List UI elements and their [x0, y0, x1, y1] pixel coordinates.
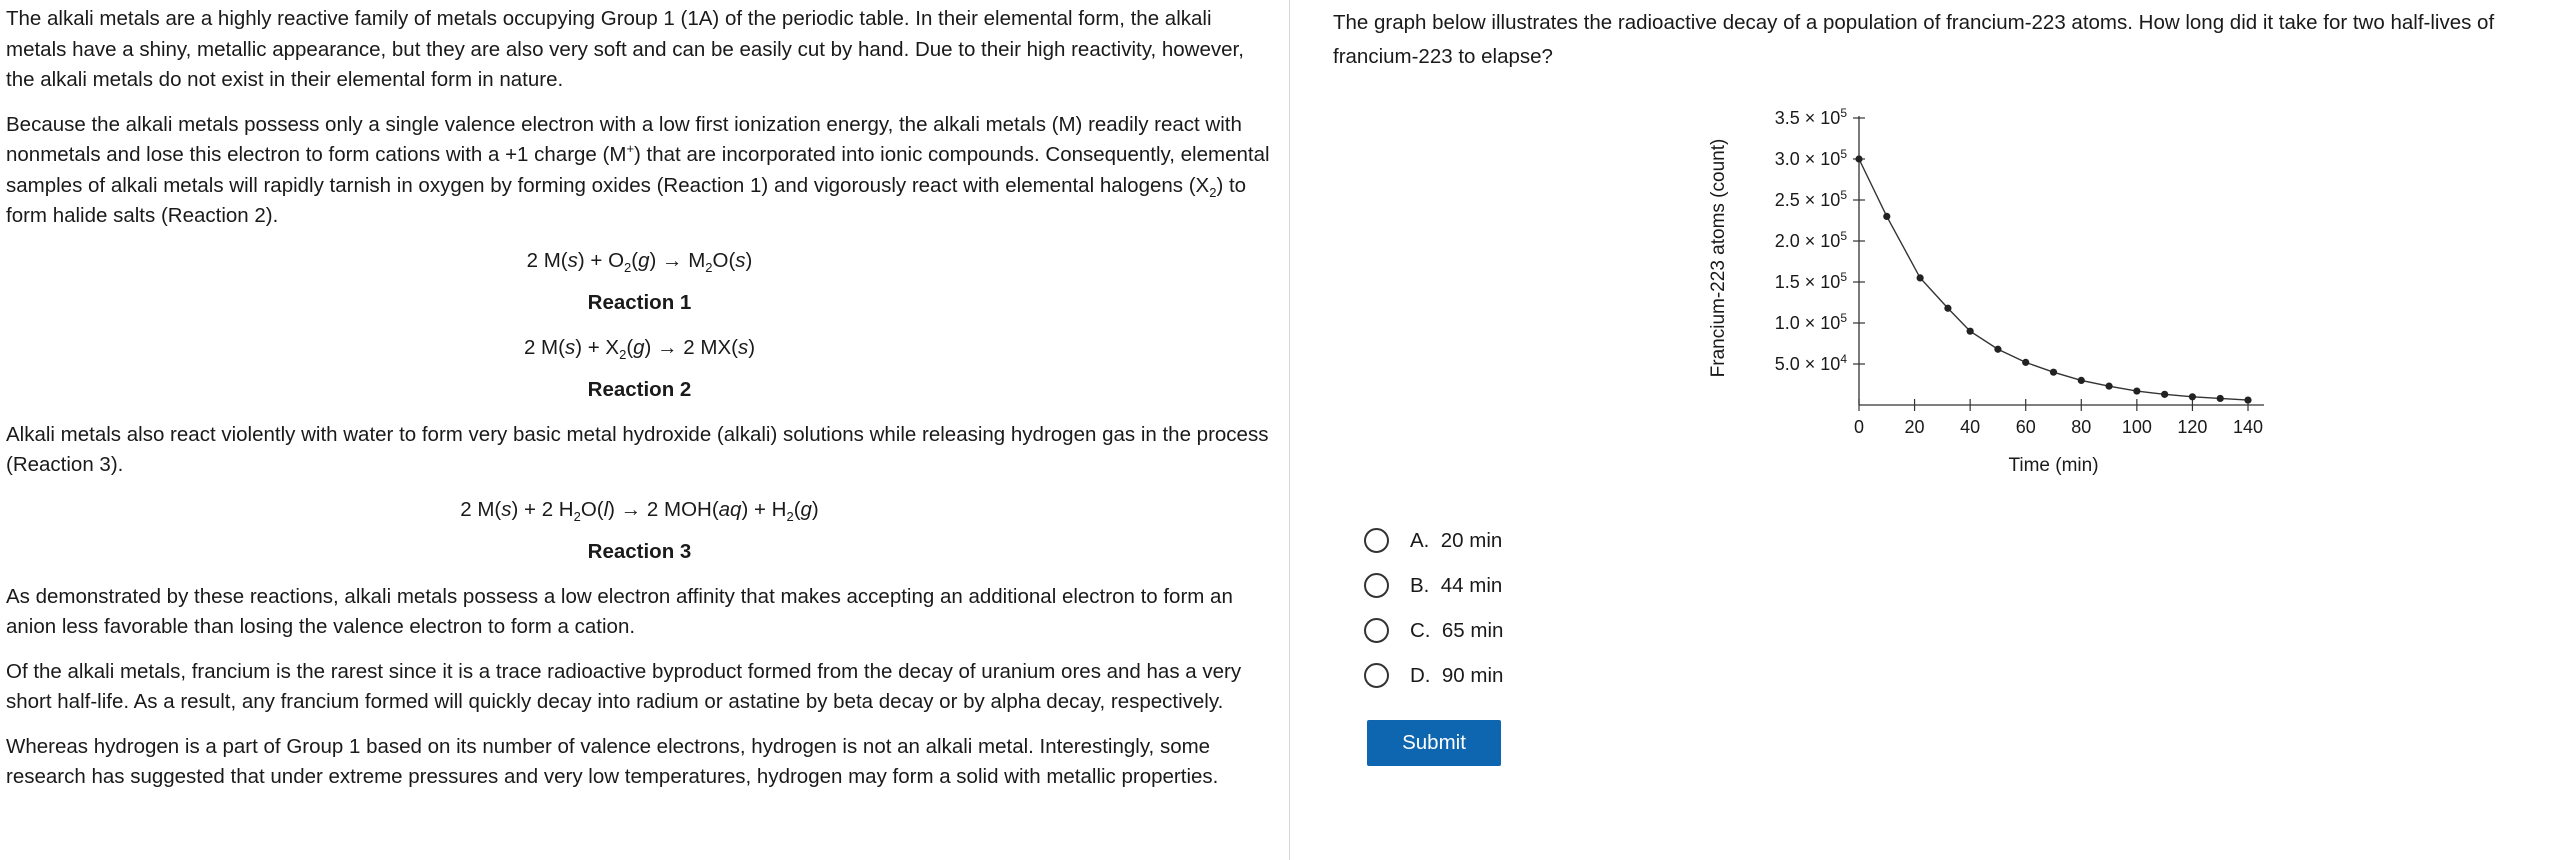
y-tick-label: $5.0 \times 10^4$: [1774, 352, 1847, 374]
answer-choice-label: C. 65 min: [1410, 618, 1504, 642]
y-tick-label: $1.5 \times 10^5$: [1774, 270, 1847, 292]
radio-button[interactable]: [1364, 528, 1389, 553]
x-tick-label: 80: [2071, 417, 2092, 437]
reaction-1-label: Reaction 1: [587, 291, 692, 314]
passage-paragraph-2: [6, 110, 1273, 232]
y-tick-label: $3.5 \times 10^5$: [1774, 106, 1847, 128]
answer-choices: [1364, 518, 1503, 698]
reaction-2-label: Reaction 2: [587, 378, 692, 401]
reaction-3-label: Reaction 3: [587, 540, 692, 563]
question-pane: [1291, 0, 2555, 860]
data-point: [2161, 391, 2168, 398]
data-point: [2217, 395, 2224, 402]
passage-paragraph-3: Alkali metals also react violently with water to form very basic metal hydroxide (alkali) solutions while releasing hydrogen gas in the process (Reaction 3).: [6, 422, 1269, 476]
x-tick-label: 40: [1960, 417, 1981, 437]
passage-paragraph-4: As demonstrated by these reactions, alkali metals possess a low electron affinity that makes accepting an additional electron to form an anion less favorable than losing the valence electron to form a cation.: [6, 584, 1233, 638]
data-point: [2050, 369, 2057, 376]
submit-button[interactable]: Submit: [1367, 720, 1501, 766]
answer-choice-a[interactable]: [1364, 518, 1503, 563]
radio-button[interactable]: [1364, 573, 1389, 598]
data-point: [1883, 213, 1890, 220]
data-point: [1944, 305, 1951, 312]
x-tick-label: 20: [1904, 417, 1925, 437]
reaction-2-equation: 2 $M(s) + X_2(g) \to 2$ MX(s): [523, 335, 756, 362]
answer-choice-label: B. 44 min: [1410, 573, 1503, 597]
data-point: [2105, 383, 2112, 390]
x-tick-label: 0: [1853, 417, 1865, 437]
x-tick-label: 100: [2121, 417, 2152, 437]
x-tick-label: 120: [2177, 417, 2208, 437]
y-tick-label: $2.0 \times 10^5$: [1774, 229, 1847, 251]
answer-choice-label: A. 20 min: [1410, 528, 1503, 552]
data-point: [1917, 274, 1924, 281]
passage-paragraph-2-text-c: ) to form halide salts (Reaction 2).: [6, 173, 1247, 227]
data-point: [2078, 377, 2085, 384]
radio-button[interactable]: [1364, 618, 1389, 643]
data-point: [2244, 396, 2251, 403]
answer-choice-label: D. 90 min: [1410, 663, 1504, 687]
reaction-1-equation: 2 $M(s) + O_2(g) \to M_2O(s)$: [526, 248, 753, 275]
data-point: [2133, 387, 2140, 394]
passage-paragraph-6: Whereas hydrogen is a part of Group 1 based on its number of valence electrons, hydrogen is not an alkali metal. Interestingly, some research has suggested that under extreme pressures and very low temperatures, hydrogen may form a solid with metallic properties.: [6, 734, 1219, 788]
y-tick-label: $1.0 \times 10^5$: [1774, 311, 1847, 333]
y-tick-label: $3.0 \times 10^5$: [1774, 147, 1847, 169]
data-point: [2022, 359, 2029, 366]
x-axis-title: Time (min): [2008, 455, 2099, 476]
decay-chart: [1291, 0, 2555, 500]
passage-paragraph-5: Of the alkali metals, francium is the rarest since it is a trace radioactive byproduct formed from the decay of uranium ores and has a very short half-life. As a result, any francium formed will quickly decay into radium or astatine by beta decay or by alpha decay, respectively.: [6, 659, 1242, 713]
question-stem: The graph below illustrates the radioactive decay of a population of francium-223 atoms. How long did it take for two half-lives of francium-223 to elapse?: [1333, 11, 2495, 68]
data-point: [1994, 346, 2001, 353]
data-point: [1855, 155, 1862, 162]
answer-choice-b[interactable]: [1364, 563, 1503, 608]
passage-paragraph-2-text-a: Because the alkali metals possess only a single valence electron with a low first ionization energy, the alkali metals (M) readily react with nonmetals and lose this electron to form cations with a +1 charge (M: [6, 112, 1242, 166]
reaction-3-equation: 2 M(s) + 2 $H_2O(l) \to 2$ $MOH(aq) + H_2(g)$: [460, 497, 819, 524]
radio-button[interactable]: [1364, 663, 1389, 688]
answer-choice-d[interactable]: [1364, 653, 1503, 698]
cation-charge-superscript: +: [626, 141, 635, 157]
halogen-subscript: 2: [1209, 184, 1217, 200]
passage-paragraph-1: The alkali metals are a highly reactive family of metals occupying Group 1 (1A) of the periodic table. In their elemental form, the alkali metals have a shiny, metallic appearance, but they are also very soft and can be easily cut by hand. Due to their high reactivity, however, the alkali metals do not exist in their elemental form in nature.: [6, 7, 1244, 91]
data-point: [1967, 328, 1974, 335]
x-tick-label: 60: [2015, 417, 2036, 437]
passage-paragraph-2-text-b: ) that are incorporated into ionic compounds. Consequently, elemental samples of alkali metals will rapidly tarnish in oxygen by forming oxides (Reaction 1) and vigorously react with elemental halogens (X: [6, 143, 1270, 197]
answer-choice-c[interactable]: [1364, 608, 1503, 653]
x-tick-label: 140: [2232, 417, 2264, 437]
y-axis-title: Francium-223 atoms (count): [1708, 138, 1729, 378]
data-point: [2189, 393, 2196, 400]
y-tick-label: $2.5 \times 10^5$: [1774, 188, 1847, 210]
